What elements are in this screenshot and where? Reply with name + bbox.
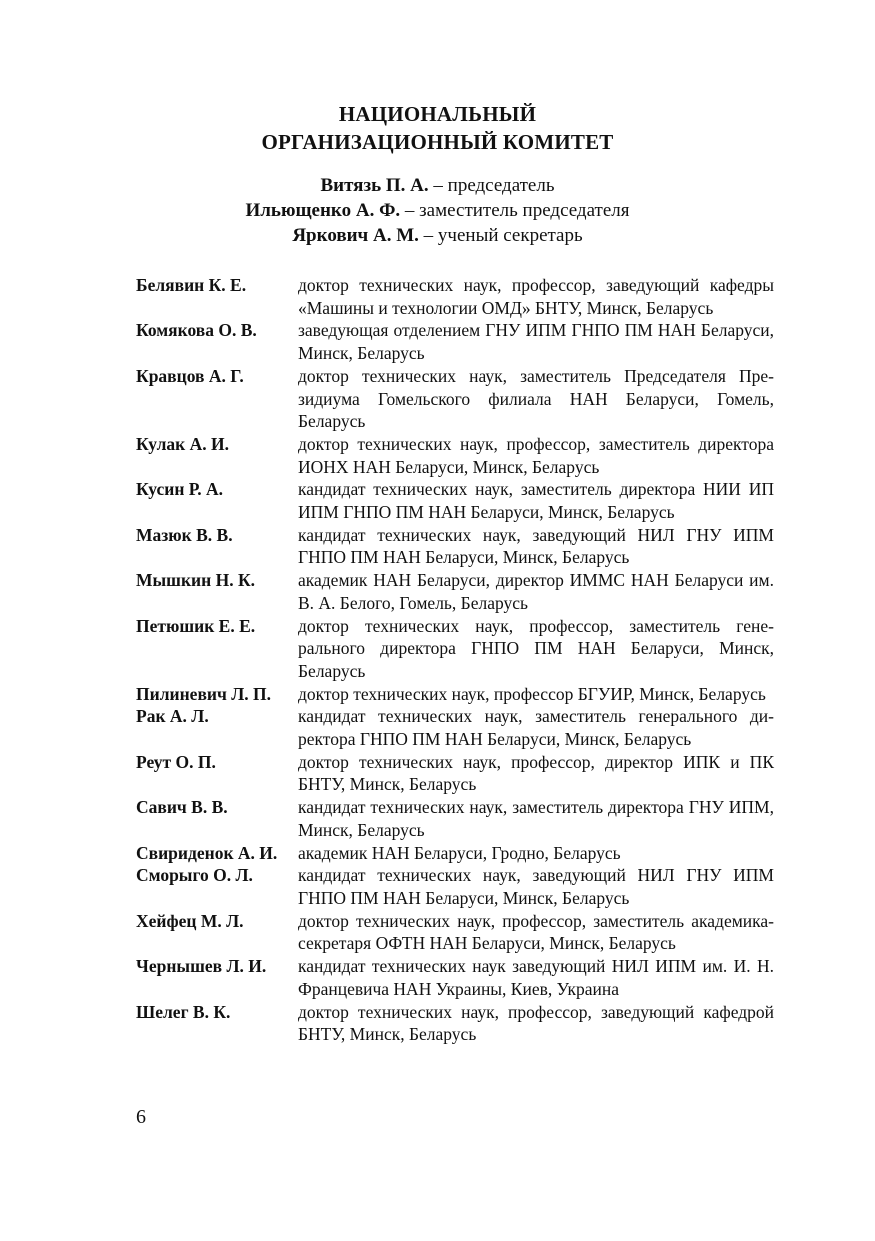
member-name: Хейфец М. Л. [136,910,244,931]
member-description: кандидат технических наук заведующий НИЛ ИПМ им. И. Н. Францевича НАН Украины, Киев, Украина [298,956,774,999]
member-entry [136,955,774,1000]
member-entry [136,524,774,569]
member-name: Кулак А. И. [136,433,229,454]
member-name: Мышкин Н. К. [136,570,256,591]
member-description: доктор технических наук, профессор, заместитель академика-секретаря ОФТН НАН Беларуси, Минск, Беларусь [298,910,774,954]
member-description: академик НАН Беларуси, директор ИММС НАН Беларуси им. В. А. Белого, Гомель, Беларусь [298,570,774,613]
officer-role: – председатель [428,175,555,196]
member-description: доктор технических наук, профессор, заведующий кафедрой БНТУ, Минск, Беларусь [298,1001,774,1045]
member-description: доктор технических наук, профессор БГУИР, Минск, Беларусь [298,683,766,704]
officer-role: – заместитель председателя [400,200,630,221]
member-name: Реут О. П. [136,751,216,772]
officers-block [0,173,875,248]
member-entry [136,274,774,319]
member-name: Савич В. В. [136,797,228,818]
member-name: Рак А. Л. [136,706,209,727]
member-entry [136,751,774,796]
member-entry [136,683,774,706]
member-description: кандидат технических наук, заместитель директора ГНУ ИПМ, Минск, Беларусь [298,797,774,840]
member-description: доктор технических наук, заместитель Председателя Президиума Гомельского филиала НАН Беларуси, Гомель, Беларусь [298,365,774,432]
member-description: доктор технических наук, профессор, директор ИПК и ПК БНТУ, Минск, Беларусь [298,751,774,795]
member-name: Свириденок А. И. [136,842,278,863]
member-entry [136,365,774,433]
member-entry [136,615,774,683]
page-number: 6 [136,1106,146,1128]
officer-chairman [0,173,875,198]
member-description: кандидат технических наук, заместитель генерального директора ГНПО ПМ НАН Беларуси, Минск, Беларусь [298,706,774,750]
officer-secretary [0,223,875,248]
member-entry [136,705,774,750]
member-description: доктор технических наук, профессор, заместитель генерального директора ГНПО ПМ НАН Беларуси, Минск, Беларусь [298,615,774,681]
member-name: Комякова О. В. [136,320,257,341]
member-name: Белявин К. Е. [136,275,247,295]
member-description: кандидат технических наук, заведующий НИЛ ГНУ ИПМ ГНПО ПМ НАН Беларуси, Минск, Беларусь [298,865,774,908]
member-entry [136,1001,774,1046]
member-entry [136,864,774,909]
officer-name: Яркович А. М. [292,225,419,246]
member-name: Шелег В. К. [136,1001,231,1022]
member-entry [136,842,774,865]
member-entry [136,319,774,364]
member-name: Чернышев Л. И. [136,956,267,977]
member-name: Петюшик Е. Е. [136,615,256,636]
committee-heading [0,100,875,156]
member-description: заведующая отделением ГНУ ИПМ ГНПО ПМ НАН Беларуси, Минск, Беларусь [298,320,774,364]
member-name: Сморыго О. Л. [136,865,253,886]
member-description: кандидат технических наук, заведующий НИЛ ГНУ ИПМ ГНПО ПМ НАН Беларуси, Минск, Беларусь [298,524,774,568]
member-description: доктор технических наук, профессор, заведующий кафедры «Машины и технологии ОМД» БНТУ, Минск, Беларусь [298,275,774,318]
heading-line-1: НАЦИОНАЛЬНЫЙ [338,102,537,126]
heading-line-2: ОРГАНИЗАЦИОННЫЙ КОМИТЕТ [261,130,614,154]
officer-role: – ученый секретарь [418,225,583,246]
member-name: Пилиневич Л. П. [136,683,272,704]
member-name: Кравцов А. Г. [136,365,244,386]
member-name: Кусин Р. А. [136,479,224,500]
members-list [136,274,774,1046]
officer-name: Ильющенко А. Ф. [245,200,401,221]
member-description: доктор технических наук, профессор, заместитель директора ИОНХ НАН Беларуси, Минск, Беларусь [298,433,774,477]
member-description: кандидат технических наук, заместитель директора НИИ ИП ИПМ ГНПО ПМ НАН Беларуси, Минск, Беларусь [298,479,774,523]
officer-name: Витязь П. А. [320,175,429,196]
member-entry [136,478,774,523]
member-entry [136,569,774,614]
member-entry [136,796,774,841]
member-description: академик НАН Беларуси, Гродно, Беларусь [298,842,621,863]
officer-deputy-chairman [0,198,875,223]
member-entry [136,433,774,478]
member-name: Мазюк В. В. [136,524,233,545]
member-entry [136,910,774,955]
